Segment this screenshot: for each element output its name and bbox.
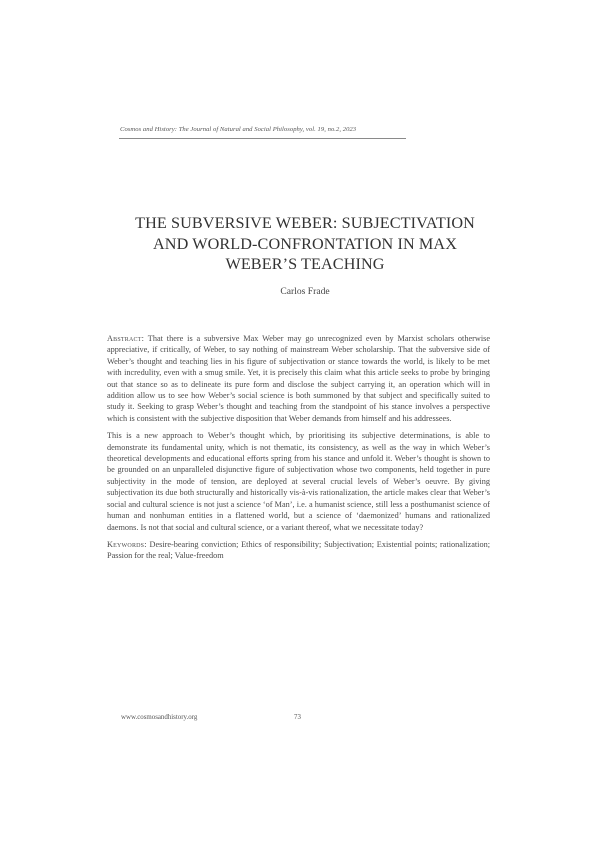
abstract-text-1: That there is a subversive Max Weber may go unrecognized even by Marxist scholars otherwise appreciative, if critically, of Weber, to say nothing of mainstream Weber scholarship. That the subversive side of Weber’s thought and teaching lies in his figure of subjectivation or stance towards the world, is likely to be met with incredulity, even with a smug smile. Yet, it is precisely this claim what this article seeks to probe by bringing out that stance so as to delineate its pure form and disclose the subject carrying it, an operation which will in addition allow us to see how Weber’s social science is both summoned by that subject and specifically suited to study it. Seeking to grasp Weber’s thought and teaching from the standpoint of his stance involves a perspective which is consistent with the subjective disposition that Weber demands from himself and his addressees. (107, 334, 490, 423)
article-title-line-2: AND WORLD-CONFRONTATION IN MAX (152, 234, 457, 253)
abstract-paragraph-2: This is a new approach to Weber’s thought which, by prioritising its subjective determinations, is able to demonstrate its fundamental unity, which is not thematic, its consistency, as well as the way in which Weber’s theoretical developments and educational efforts spring from his stance and unfold it. Weber’s thought is shown to be grounded on an unparalleled disjunctive figure of subjectivation whose two components, held together in pure subjectivity in the mode of tension, are deployed at several crucial levels of Weber’s oeuvre. By giving subjectivation its due both structurally and historically vis-à-vis rationalization, the article makes clear that Weber’s social and cultural science is not just a science ‘of Man’, i.e. a humanist science, still less a posthumanist science of human and nonhuman entities in a flattened world, but a science of ‘daemonized’ humans and rationalized daemons. Is not that social and cultural science, or a variant thereof, what we necessitate today? (107, 431, 490, 532)
header-divider (119, 138, 406, 139)
article-author: Carlos Frade (280, 286, 330, 297)
keywords-text: Desire-bearing conviction; Ethics of responsibility; Subjectivation; Existential points; rationalization; Passion for the real; Value-freedom (107, 539, 490, 561)
abstract-block (107, 333, 490, 568)
footer-website-link[interactable]: www.cosmosandhistory.org (121, 714, 198, 721)
abstract-paragraph-1 (107, 333, 490, 424)
article-title (110, 213, 500, 275)
page-number: 73 (294, 714, 301, 721)
keywords-label: Keywords: (107, 539, 147, 549)
keywords-paragraph (107, 539, 490, 562)
article-title-line-1: THE SUBVERSIVE WEBER: SUBJECTIVATION (135, 214, 475, 232)
running-header: Cosmos and History: The Journal of Natural and Social Philosophy, vol. 19, no.2, 2023 (120, 126, 357, 133)
article-title-line-3: WEBER’S TEACHING (225, 255, 385, 273)
abstract-label: Abstract: (107, 334, 145, 343)
